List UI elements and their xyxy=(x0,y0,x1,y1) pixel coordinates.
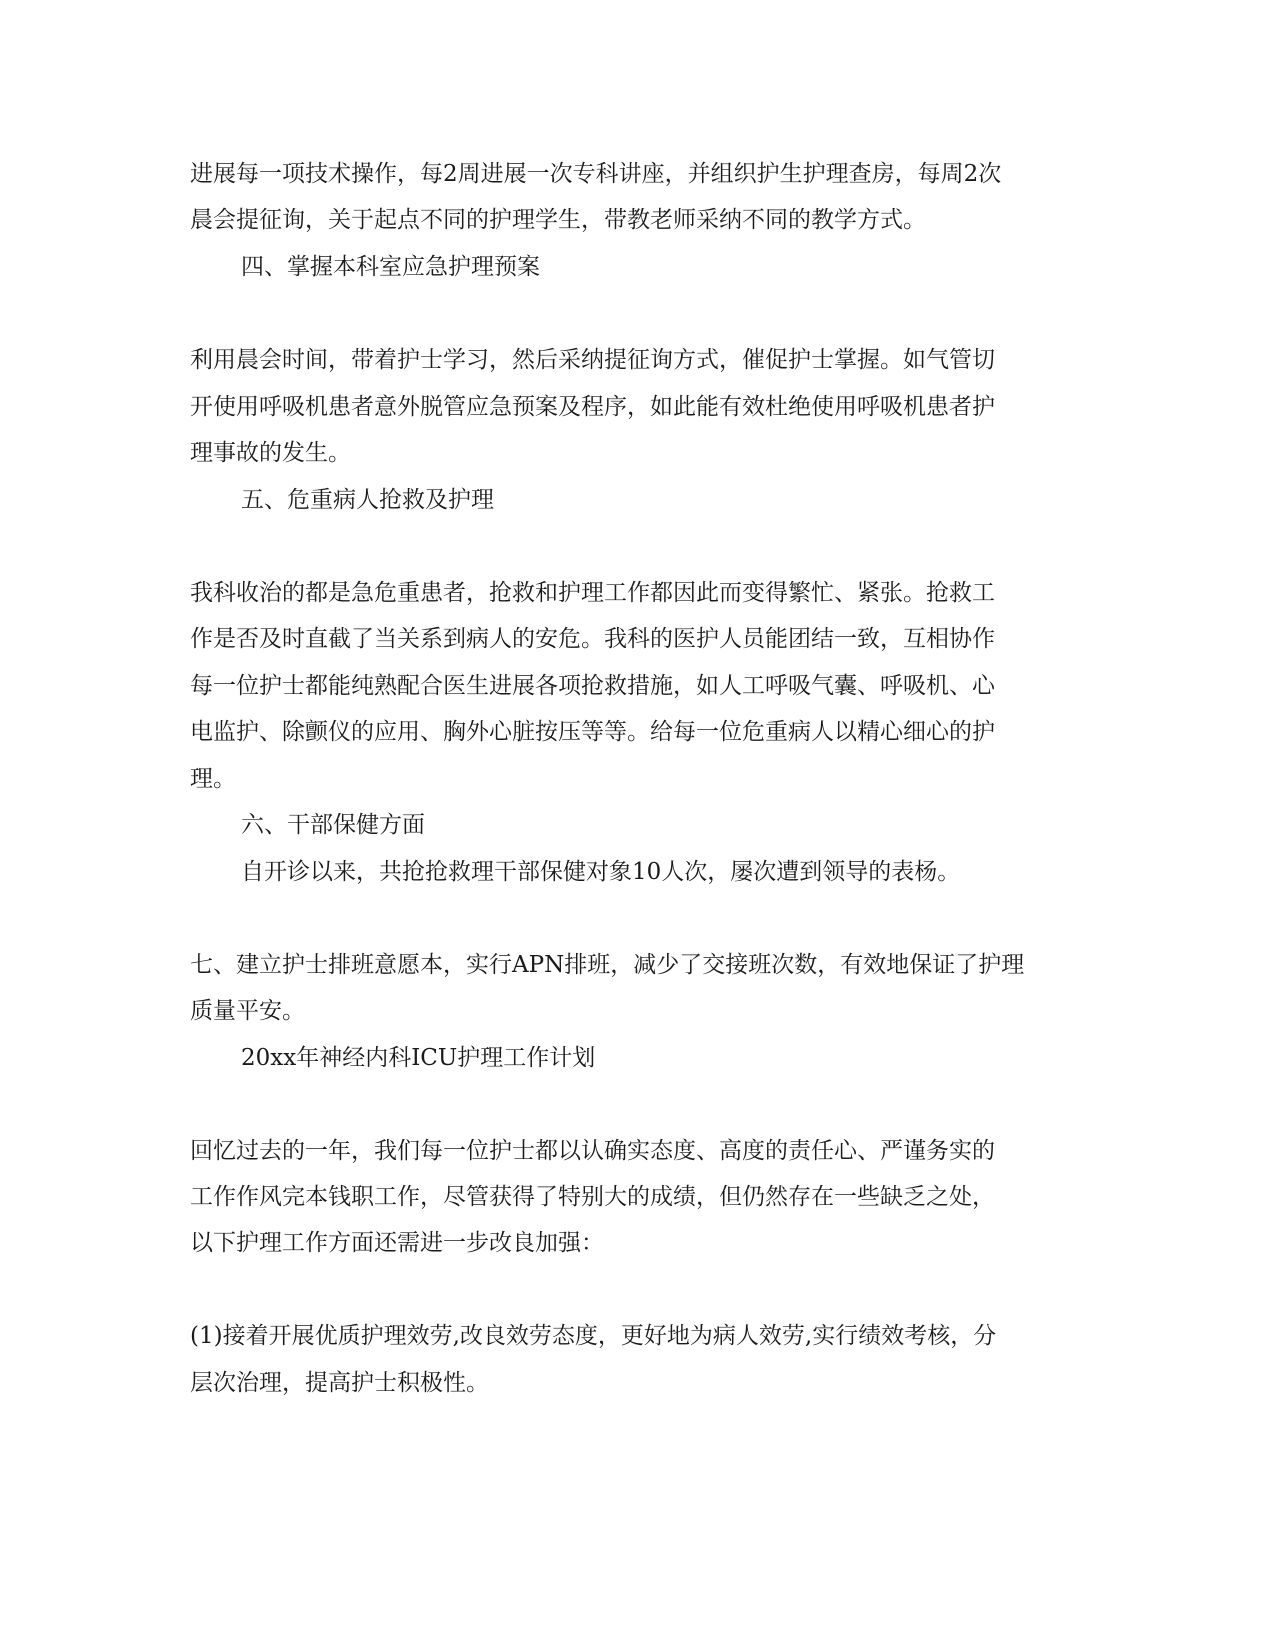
paragraph-line: 进展每一项技术操作，每2周进展一次专科讲座，并组织护生护理查房，每周2次 xyxy=(190,161,1002,187)
list-item-line: 层次治理，提高护士积极性。 xyxy=(190,1370,489,1396)
section-heading-7: 七、建立护士排班意愿本，实行APN排班，减少了交接班次数，有效地保证了护理 xyxy=(190,952,1025,978)
paragraph-line: 作是否及时直截了当关系到病人的安危。我科的医护人员能团结一致，互相协作 xyxy=(190,626,995,652)
paragraph-line: 自开诊以来，共抢抢救理干部保健对象10人次，屡次遭到领导的表杨。 xyxy=(241,859,961,885)
section-heading-6: 六、干部保健方面 xyxy=(241,812,425,838)
section-heading-5: 五、危重病人抢救及护理 xyxy=(241,487,494,513)
paragraph-line: 开使用呼吸机患者意外脱管应急预案及程序，如此能有效杜绝使用呼吸机患者护 xyxy=(190,394,995,420)
paragraph-line: 质量平安。 xyxy=(190,998,305,1024)
paragraph-line: 每一位护士都能纯熟配合医生进展各项抢救措施，如人工呼吸气囊、呼吸机、心 xyxy=(190,673,995,699)
plan-title: 20xx年神经内科ICU护理工作计划 xyxy=(241,1045,596,1071)
paragraph-line: 理事故的发生。 xyxy=(190,440,351,466)
paragraph-line: 晨会提征询，关于起点不同的护理学生，带教老师采纳不同的教学方式。 xyxy=(190,207,926,233)
paragraph-line: 我科收治的都是急危重患者，抢救和护理工作都因此而变得繁忙、紧张。抢救工 xyxy=(190,580,995,606)
paragraph-line: 以下护理工作方面还需进一步改良加强： xyxy=(190,1230,604,1256)
list-item-line: (1)接着开展优质护理效劳,改良效劳态度，更好地为病人效劳,实行绩效考核，分 xyxy=(190,1323,997,1349)
section-heading-4: 四、掌握本科室应急护理预案 xyxy=(241,254,540,280)
paragraph-line: 回忆过去的一年，我们每一位护士都以认确实态度、高度的责任心、严谨务实的 xyxy=(190,1138,995,1164)
paragraph-line: 利用晨会时间，带着护士学习，然后采纳提征询方式，催促护士掌握。如气管切 xyxy=(190,347,995,373)
paragraph-line: 工作作风完本钱职工作，尽管获得了特别大的成绩，但仍然存在一些缺乏之处， xyxy=(190,1184,995,1210)
paragraph-line: 电监护、除颤仪的应用、胸外心脏按压等等。给每一位危重病人以精心细心的护 xyxy=(190,719,995,745)
paragraph-line: 理。 xyxy=(190,766,236,792)
